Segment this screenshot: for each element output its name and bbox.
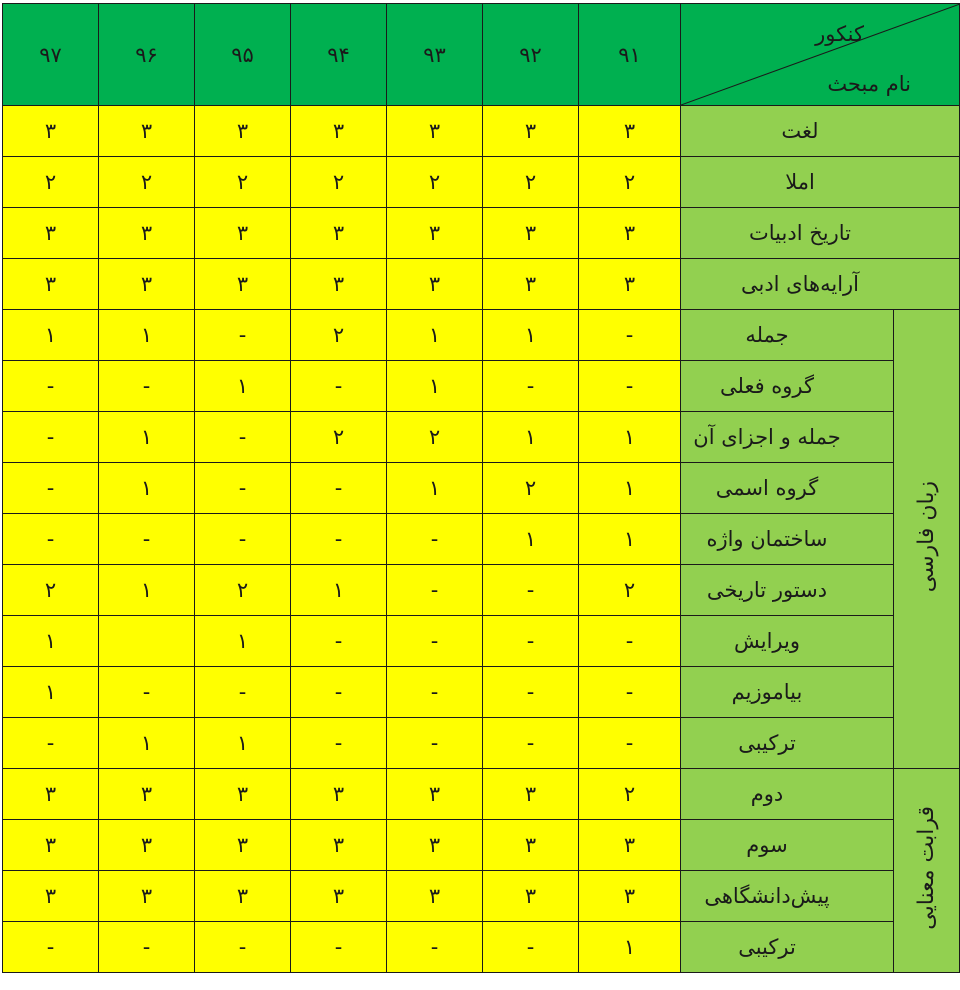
year-header: ۹۶ bbox=[99, 4, 195, 106]
value-cell: ۳ bbox=[387, 106, 483, 157]
value-cell: ۱ bbox=[579, 412, 681, 463]
value-cell: ۲ bbox=[3, 157, 99, 208]
value-cell: ۲ bbox=[195, 157, 291, 208]
table-row bbox=[3, 310, 960, 361]
value-cell: - bbox=[579, 310, 681, 361]
topic-cell: ترکیبی bbox=[681, 718, 894, 769]
value-cell: ۳ bbox=[291, 769, 387, 820]
value-cell: ۲ bbox=[99, 157, 195, 208]
value-cell: - bbox=[195, 922, 291, 973]
value-cell: ۱ bbox=[99, 463, 195, 514]
value-cell: ۱ bbox=[99, 412, 195, 463]
value-cell: ۳ bbox=[483, 259, 579, 310]
value-cell: - bbox=[3, 922, 99, 973]
value-cell: ۳ bbox=[195, 208, 291, 259]
corner-label-topic: نام مبحث bbox=[827, 72, 911, 96]
value-cell: ۳ bbox=[3, 871, 99, 922]
value-cell: ۲ bbox=[483, 463, 579, 514]
value-cell: ۳ bbox=[387, 820, 483, 871]
value-cell: ۳ bbox=[483, 106, 579, 157]
year-header: ۹۵ bbox=[195, 4, 291, 106]
value-cell: ۱ bbox=[3, 310, 99, 361]
value-cell: ۳ bbox=[387, 259, 483, 310]
table-row bbox=[3, 412, 960, 463]
value-cell: ۳ bbox=[3, 820, 99, 871]
topic-cell: گروه فعلی bbox=[681, 361, 894, 412]
value-cell: - bbox=[483, 616, 579, 667]
table-row bbox=[3, 565, 960, 616]
value-cell: - bbox=[3, 361, 99, 412]
value-cell: - bbox=[483, 565, 579, 616]
value-cell: ۳ bbox=[387, 208, 483, 259]
value-cell: ۳ bbox=[195, 871, 291, 922]
value-cell: ۱ bbox=[579, 922, 681, 973]
value-cell: ۳ bbox=[291, 820, 387, 871]
topic-cell: لغت bbox=[681, 106, 960, 157]
value-cell bbox=[99, 616, 195, 667]
value-cell: ۲ bbox=[291, 157, 387, 208]
value-cell: - bbox=[291, 463, 387, 514]
table-row bbox=[3, 871, 960, 922]
value-cell: ۳ bbox=[483, 208, 579, 259]
value-cell: - bbox=[99, 361, 195, 412]
value-cell: ۳ bbox=[3, 106, 99, 157]
value-cell: ۳ bbox=[99, 769, 195, 820]
value-cell: - bbox=[579, 667, 681, 718]
value-cell: ۳ bbox=[291, 871, 387, 922]
value-cell: ۱ bbox=[291, 565, 387, 616]
value-cell: ۲ bbox=[579, 565, 681, 616]
year-header: ۹۱ bbox=[579, 4, 681, 106]
value-cell: ۳ bbox=[579, 820, 681, 871]
value-cell: ۳ bbox=[99, 208, 195, 259]
value-cell: - bbox=[291, 718, 387, 769]
value-cell: - bbox=[3, 463, 99, 514]
table-row bbox=[3, 463, 960, 514]
value-cell: - bbox=[3, 514, 99, 565]
value-cell: ۲ bbox=[291, 412, 387, 463]
value-cell: ۳ bbox=[99, 871, 195, 922]
value-cell: ۳ bbox=[195, 820, 291, 871]
value-cell: - bbox=[291, 361, 387, 412]
value-cell: - bbox=[579, 616, 681, 667]
topic-cell: تاریخ ادبیات bbox=[681, 208, 960, 259]
value-cell: - bbox=[387, 565, 483, 616]
value-cell: ۳ bbox=[3, 259, 99, 310]
value-cell: ۳ bbox=[195, 106, 291, 157]
value-cell: - bbox=[387, 718, 483, 769]
topic-cell: دوم bbox=[681, 769, 894, 820]
topic-cell: دستور تاریخی bbox=[681, 565, 894, 616]
value-cell: - bbox=[3, 718, 99, 769]
value-cell: - bbox=[483, 718, 579, 769]
year-header: ۹۳ bbox=[387, 4, 483, 106]
value-cell: ۳ bbox=[579, 259, 681, 310]
value-cell: ۳ bbox=[483, 769, 579, 820]
group-label: زبان فارسی bbox=[914, 480, 939, 593]
value-cell: ۳ bbox=[3, 769, 99, 820]
value-cell: ۱ bbox=[483, 412, 579, 463]
value-cell: ۱ bbox=[3, 667, 99, 718]
value-cell: - bbox=[291, 922, 387, 973]
value-cell: ۲ bbox=[3, 565, 99, 616]
value-cell: - bbox=[195, 514, 291, 565]
value-cell: ۲ bbox=[195, 565, 291, 616]
year-header: ۹۴ bbox=[291, 4, 387, 106]
corner-label-exam: کنکور bbox=[815, 22, 864, 46]
value-cell: ۱ bbox=[195, 616, 291, 667]
group-zaban-farsi bbox=[894, 310, 960, 769]
value-cell: - bbox=[99, 922, 195, 973]
value-cell: ۲ bbox=[387, 157, 483, 208]
value-cell: ۱ bbox=[195, 718, 291, 769]
diagonal-divider bbox=[681, 4, 960, 105]
value-cell: ۳ bbox=[291, 106, 387, 157]
value-cell: ۳ bbox=[579, 208, 681, 259]
value-cell: - bbox=[195, 412, 291, 463]
value-cell: ۳ bbox=[195, 769, 291, 820]
value-cell: ۱ bbox=[387, 463, 483, 514]
value-cell: ۱ bbox=[99, 718, 195, 769]
value-cell: - bbox=[291, 514, 387, 565]
value-cell: ۱ bbox=[195, 361, 291, 412]
value-cell: ۱ bbox=[387, 310, 483, 361]
value-cell: ۱ bbox=[3, 616, 99, 667]
group-label: قرابت معنایی bbox=[914, 806, 939, 930]
value-cell: ۱ bbox=[99, 565, 195, 616]
table-row bbox=[3, 106, 960, 157]
value-cell: - bbox=[579, 718, 681, 769]
topic-cell: بیاموزیم bbox=[681, 667, 894, 718]
value-cell: ۲ bbox=[579, 769, 681, 820]
value-cell: - bbox=[195, 310, 291, 361]
year-header: ۹۷ bbox=[3, 4, 99, 106]
table-row bbox=[3, 616, 960, 667]
value-cell: ۱ bbox=[483, 310, 579, 361]
value-cell: - bbox=[291, 616, 387, 667]
table-row bbox=[3, 922, 960, 973]
value-cell: - bbox=[483, 922, 579, 973]
topic-cell: آرایه‌های ادبی bbox=[681, 259, 960, 310]
value-cell: - bbox=[387, 922, 483, 973]
group-gharabat-manayi bbox=[894, 769, 960, 973]
header-row bbox=[3, 4, 960, 106]
topic-cell: گروه اسمی bbox=[681, 463, 894, 514]
table-row bbox=[3, 514, 960, 565]
topic-cell: پیش‌دانشگاهی bbox=[681, 871, 894, 922]
value-cell: - bbox=[387, 514, 483, 565]
value-cell: ۱ bbox=[387, 361, 483, 412]
value-cell: - bbox=[3, 412, 99, 463]
value-cell: ۱ bbox=[579, 514, 681, 565]
topic-cell: ترکیبی bbox=[681, 922, 894, 973]
topic-cell: جمله bbox=[681, 310, 894, 361]
table-row bbox=[3, 820, 960, 871]
value-cell: - bbox=[387, 616, 483, 667]
table-row bbox=[3, 718, 960, 769]
value-cell: - bbox=[195, 463, 291, 514]
value-cell: ۳ bbox=[483, 871, 579, 922]
value-cell: ۲ bbox=[291, 310, 387, 361]
value-cell: ۱ bbox=[579, 463, 681, 514]
topic-cell: ویرایش bbox=[681, 616, 894, 667]
value-cell: ۳ bbox=[387, 769, 483, 820]
value-cell: - bbox=[99, 514, 195, 565]
table-row bbox=[3, 259, 960, 310]
corner-header bbox=[681, 4, 960, 106]
table-row bbox=[3, 769, 960, 820]
value-cell: - bbox=[483, 361, 579, 412]
value-cell: ۳ bbox=[99, 820, 195, 871]
value-cell: ۲ bbox=[579, 157, 681, 208]
value-cell: ۲ bbox=[483, 157, 579, 208]
value-cell: ۲ bbox=[387, 412, 483, 463]
table-row bbox=[3, 667, 960, 718]
topic-cell: املا bbox=[681, 157, 960, 208]
table-row bbox=[3, 208, 960, 259]
table-row bbox=[3, 157, 960, 208]
topic-cell: ساختمان واژه bbox=[681, 514, 894, 565]
year-header: ۹۲ bbox=[483, 4, 579, 106]
value-cell: ۳ bbox=[291, 259, 387, 310]
value-cell: ۳ bbox=[99, 259, 195, 310]
table-row bbox=[3, 361, 960, 412]
value-cell: ۱ bbox=[483, 514, 579, 565]
value-cell: - bbox=[99, 667, 195, 718]
value-cell: - bbox=[195, 667, 291, 718]
value-cell: ۳ bbox=[579, 871, 681, 922]
value-cell: - bbox=[291, 667, 387, 718]
value-cell: ۳ bbox=[195, 259, 291, 310]
topic-cell: سوم bbox=[681, 820, 894, 871]
value-cell: ۳ bbox=[387, 871, 483, 922]
value-cell: ۳ bbox=[291, 208, 387, 259]
value-cell: ۳ bbox=[579, 106, 681, 157]
value-cell: ۳ bbox=[99, 106, 195, 157]
exam-topic-table bbox=[2, 3, 960, 973]
value-cell: - bbox=[387, 667, 483, 718]
value-cell: ۳ bbox=[483, 820, 579, 871]
value-cell: ۱ bbox=[99, 310, 195, 361]
value-cell: ۳ bbox=[3, 208, 99, 259]
value-cell: - bbox=[483, 667, 579, 718]
value-cell: - bbox=[579, 361, 681, 412]
topic-cell: جمله و اجزای آن bbox=[681, 412, 894, 463]
